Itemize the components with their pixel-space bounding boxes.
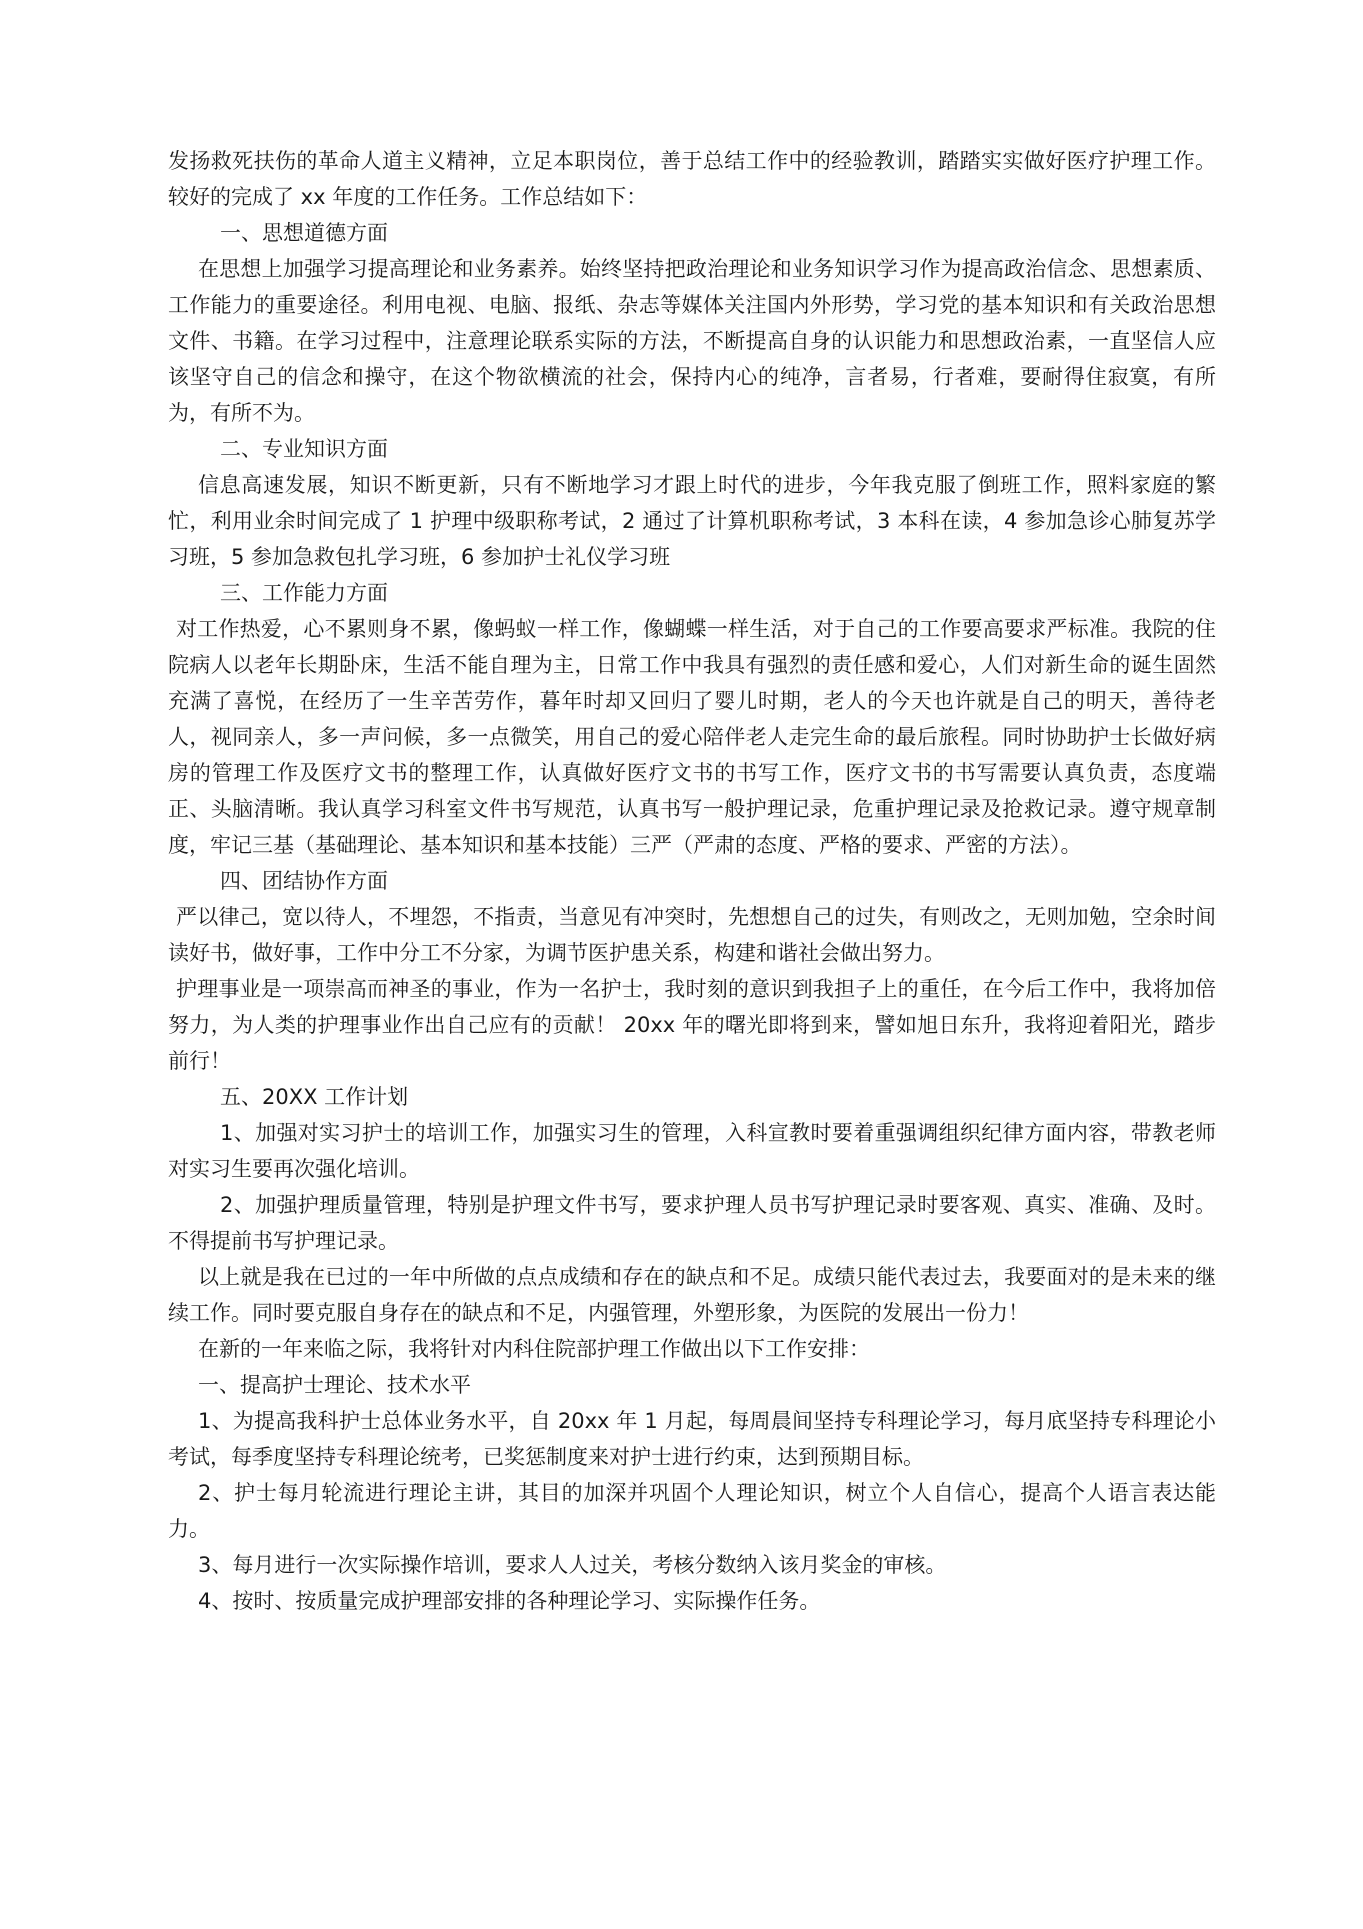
body-paragraph: 在思想上加强学习提高理论和业务素养。始终坚持把政治理论和业务知识学习作为提高政治信念、思想素质、工作能力的重要途径。利用电视、电脑、报纸、杂志等媒体关注国内外形势，学习党的基本知识和有关政治思想文件、书籍。在学习过程中，注意理论联系实际的方法，不断提高自身的认识能力和思想政治素，一直坚信人应该坚守自己的信念和操守，在这个物欲横流的社会，保持内心的纯净，言者易，行者难，要耐得住寂寞，有所为，有所不为。 bbox=[168, 257, 1216, 425]
body-paragraph: 以上就是我在已过的一年中所做的点点成绩和存在的缺点和不足。成绩只能代表过去，我要面对的是未来的继续工作。同时要克服自身存在的缺点和不足，内强管理，外塑形象，为医院的发展出一份力！ bbox=[168, 1265, 1216, 1325]
section-heading: 三、工作能力方面 bbox=[220, 581, 388, 605]
body-paragraph: 护理事业是一项崇高而神圣的事业，作为一名护士，我时刻的意识到我担子上的重任，在今后工作中，我将加倍努力，为人类的护理事业作出自己应有的贡献！ 20xx 年的曙光即将到来，譬如旭日东升，我将迎着阳光，踏步前行！ bbox=[168, 977, 1216, 1073]
section-heading: 二、专业知识方面 bbox=[220, 437, 388, 461]
plan-item: 3、每月进行一次实际操作培训，要求人人过关，考核分数纳入该月奖金的审核。 bbox=[198, 1553, 947, 1577]
section-heading: 五、20XX 工作计划 bbox=[220, 1085, 409, 1109]
section-heading: 一、提高护士理论、技术水平 bbox=[198, 1373, 471, 1397]
plan-item: 2、护士每月轮流进行理论主讲，其目的加深并巩固个人理论知识，树立个人自信心，提高个人语言表达能力。 bbox=[168, 1481, 1216, 1541]
intro-paragraph: 发扬救死扶伤的革命人道主义精神，立足本职岗位，善于总结工作中的经验教训，踏踏实实做好医疗护理工作。较好的完成了 xx 年度的工作任务。工作总结如下： bbox=[168, 149, 1216, 209]
body-paragraph: 对工作热爱，心不累则身不累，像蚂蚁一样工作，像蝴蝶一样生活，对于自己的工作要高要求严标准。我院的住院病人以老年长期卧床，生活不能自理为主，日常工作中我具有强烈的责任感和爱心，人们对新生命的诞生固然充满了喜悦，在经历了一生辛苦劳作，暮年时却又回归了婴儿时期，老人的今天也许就是自己的明天，善待老人，视同亲人，多一声问候，多一点微笑，用自己的爱心陪伴老人走完生命的最后旅程。同时协助护士长做好病房的管理工作及医疗文书的整理工作，认真做好医疗文书的书写工作，医疗文书的书写需要认真负责，态度端正、头脑清晰。我认真学习科室文件书写规范，认真书写一般护理记录，危重护理记录及抢救记录。遵守规章制度，牢记三基（基础理论、基本知识和基本技能）三严（严肃的态度、严格的要求、严密的方法）。 bbox=[168, 617, 1216, 857]
plan-item: 2、加强护理质量管理，特别是护理文件书写，要求护理人员书写护理记录时要客观、真实、准确、及时。不得提前书写护理记录。 bbox=[168, 1193, 1216, 1253]
document-page bbox=[168, 143, 1216, 1619]
body-paragraph: 严以律己，宽以待人，不埋怨，不指责，当意见有冲突时，先想想自己的过失，有则改之，无则加勉，空余时间读好书，做好事，工作中分工不分家，为调节医护患关系，构建和谐社会做出努力。 bbox=[168, 905, 1216, 965]
section-heading: 四、团结协作方面 bbox=[220, 869, 388, 893]
plan-item: 1、加强对实习护士的培训工作，加强实习生的管理，入科宣教时要着重强调组织纪律方面内容，带教老师对实习生要再次强化培训。 bbox=[168, 1121, 1216, 1181]
section-heading: 一、思想道德方面 bbox=[220, 221, 388, 245]
plan-item: 4、按时、按质量完成护理部安排的各种理论学习、实际操作任务。 bbox=[198, 1589, 821, 1613]
plan-item: 1、为提高我科护士总体业务水平，自 20xx 年 1 月起，每周晨间坚持专科理论学习，每月底坚持专科理论小考试，每季度坚持专科理论统考，已奖惩制度来对护士进行约束，达到预期目标。 bbox=[168, 1409, 1216, 1469]
body-paragraph: 在新的一年来临之际，我将针对内科住院部护理工作做出以下工作安排： bbox=[198, 1337, 870, 1361]
body-paragraph: 信息高速发展，知识不断更新，只有不断地学习才跟上时代的进步，今年我克服了倒班工作，照料家庭的繁忙，利用业余时间完成了 1 护理中级职称考试，2 通过了计算机职称考试，3 本科在读，4 参加急诊心肺复苏学习班，5 参加急救包扎学习班，6 参加护士礼仪学习班 bbox=[168, 473, 1216, 569]
